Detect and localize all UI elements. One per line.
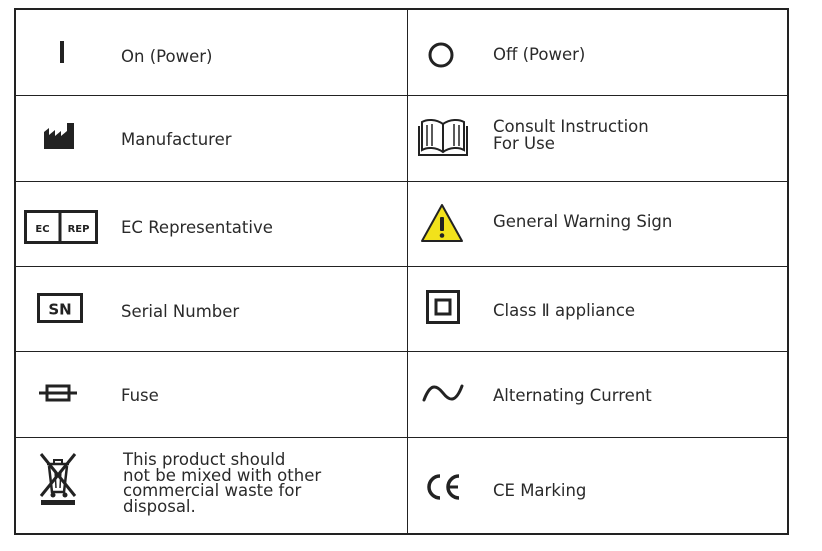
sn-text: SN	[48, 300, 72, 319]
warning-icon	[420, 202, 464, 244]
ce-marking-label: CE Marking	[493, 481, 587, 500]
weee-label: This product should not be mixed with other commercial waste for disposal.	[123, 450, 322, 516]
table-row	[16, 437, 787, 535]
ce-marking-icon	[424, 472, 464, 502]
ac-icon	[421, 382, 465, 404]
table-row	[16, 266, 787, 351]
table-row	[16, 10, 787, 95]
instruction-book-icon	[418, 116, 468, 158]
fuse-label: Fuse	[121, 386, 159, 405]
power-on-icon	[48, 38, 76, 66]
table-row	[16, 351, 787, 437]
power-on-label: On (Power)	[121, 47, 213, 66]
class-ii-icon	[425, 289, 461, 325]
instruction-label: Consult Instruction For Use	[493, 117, 649, 153]
power-off-label: Off (Power)	[493, 45, 586, 64]
weee-icon	[38, 452, 78, 506]
manufacturer-icon	[43, 122, 77, 150]
ac-label: Alternating Current	[493, 386, 652, 405]
ec-rep-text-ec: EC	[35, 224, 50, 235]
manufacturer-label: Manufacturer	[121, 130, 232, 149]
table-row	[16, 181, 787, 266]
ec-rep-icon	[24, 210, 98, 244]
ec-rep-label: EC Representative	[121, 218, 273, 237]
warning-label: General Warning Sign	[493, 212, 673, 231]
power-off-icon	[426, 40, 456, 70]
class-ii-label: Class Ⅱ appliance	[493, 301, 636, 320]
ec-rep-text-rep: REP	[67, 224, 90, 235]
symbols-table	[14, 8, 789, 535]
serial-number-label: Serial Number	[121, 302, 240, 321]
table-row	[16, 95, 787, 181]
fuse-icon	[38, 382, 78, 404]
serial-number-icon	[36, 292, 84, 324]
